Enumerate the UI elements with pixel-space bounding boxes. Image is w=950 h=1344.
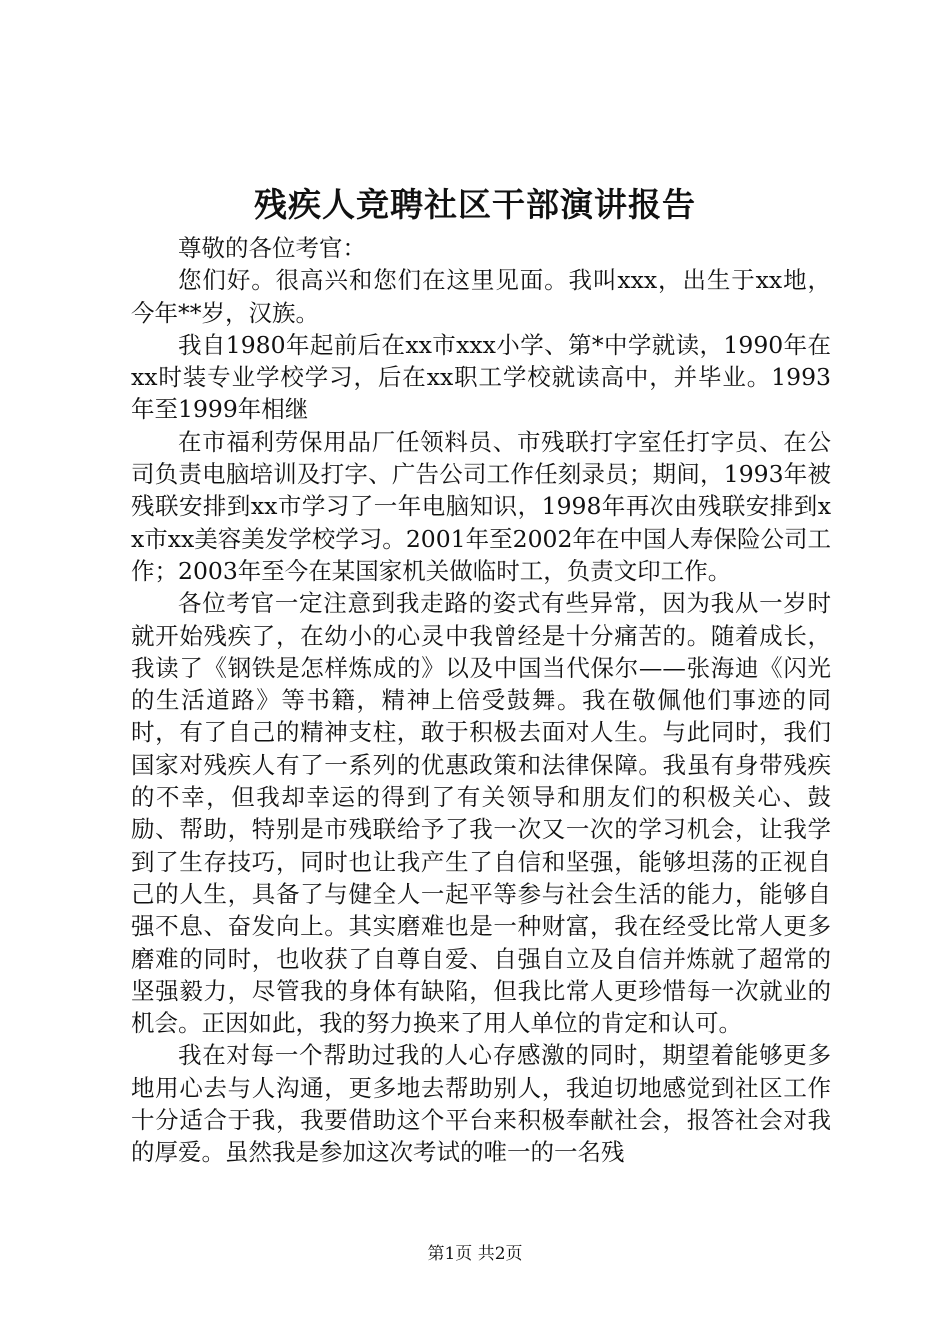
greeting-paragraph: 您们好。很高兴和您们在这里见面。我叫xxx，出生于xx地，今年**岁，汉族。 [131,266,831,327]
education-paragraph: 我自1980年起前后在xx市xxx小学、第*中学就读，1990年在xx时装专业学校学习，后在xx职工学校就读高中，并毕业。1993年至1999年相继 [131,330,831,424]
personal-story-paragraph: 各位考官一定注意到我走路的姿式有些异常，因为我从一岁时就开始残疾了，在幼小的心灵中我曾经是十分痛苦的。随着成长，我读了《钢铁是怎样炼成的》以及中国当代保尔——张海迪《闪光的生活道路》等书籍，精神上倍受鼓舞。我在敬佩他们事迹的同时，有了自己的精神支柱，敢于积极去面对人生。与此同时，我们国家对残疾人有了一系列的优惠政策和法律保障。我虽有身带残疾的不幸，但我却幸运的得到了有关领导和朋友们的积极关心、鼓励、帮助，特别是市残联给予了我一次又一次的学习机会，让我学到了生存技巧，同时也让我产生了自信和坚强，能够坦荡的正视自己的人生，具备了与健全人一起平等参与社会生活的能力，能够自强不息、奋发向上。其实磨难也是一种财富，我在经受比常人更多磨难的同时，也收获了自尊自爱、自强自立及自信并炼就了超常的坚强毅力，尽管我的身体有缺陷，但我比常人更珍惜每一次就业的机会。正因如此，我的努力换来了用人单位的肯定和认可。 [131,589,831,1038]
document-title: 残疾人竞聘社区干部演讲报告 [254,185,696,224]
document-body [131,232,831,1169]
salutation-paragraph: 尊敬的各位考官： [178,234,366,262]
work-history-paragraph: 在市福利劳保用品厂任领料员、市残联打字室任打字员、在公司负责电脑培训及打字、广告公司工作任刻录员；期间，1993年被残联安排到xx市学习了一年电脑知识，1998年再次由残联安排到xx市xx美容美发学校学习。2001年至2002年在中国人寿保险公司工作；2003年至今在某国家机关做临时工，负责文印工作。 [131,427,831,585]
page-number-footer: 第1页 共2页 [427,1244,523,1264]
motivation-paragraph: 我在对每一个帮助过我的人心存感激的同时，期望着能够更多地用心去与人沟通，更多地去帮助别人，我迫切地感觉到社区工作十分适合于我，我要借助这个平台来积极奉献社会，报答社会对我的厚爱。虽然我是参加这次考试的唯一的一名残 [131,1041,831,1167]
